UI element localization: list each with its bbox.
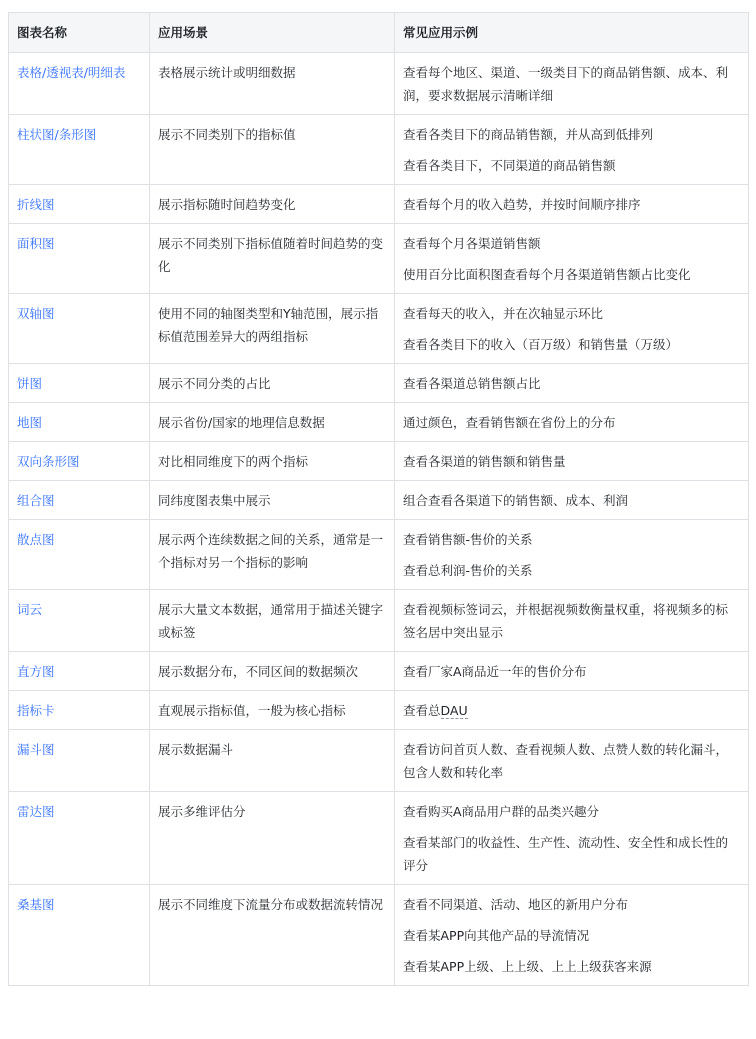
table-row	[9, 885, 749, 986]
header-examples: 常见应用示例	[395, 13, 749, 53]
examples-cell	[395, 520, 749, 590]
scene-cell: 使用不同的轴图类型和Y轴范围，展示指标值范围差异大的两组指标	[150, 294, 395, 364]
chart-name-link[interactable]: 饼图	[17, 376, 43, 391]
table-row	[9, 185, 749, 224]
scene-cell: 展示数据漏斗	[150, 730, 395, 792]
example-text: 组合查看各渠道下的销售额、成本、利润	[403, 493, 629, 508]
examples-cell	[395, 224, 749, 294]
chart-name-link[interactable]: 直方图	[17, 664, 55, 679]
example-text: 查看各类目下的商品销售额，并从高到低排列	[403, 127, 654, 142]
chart-name-link[interactable]: 组合图	[17, 493, 55, 508]
example-text: 查看厂家A商品近一年的售价分布	[403, 664, 587, 679]
example-text: 查看各类目下的收入（百万级）和销售量（万级）	[403, 337, 679, 352]
example-text: 查看不同渠道、活动、地区的新用户分布	[403, 897, 629, 912]
chart-name-link[interactable]: 漏斗图	[17, 742, 55, 757]
examples-cell	[395, 53, 749, 115]
chart-name-link[interactable]: 散点图	[17, 532, 55, 547]
example-text: 通过颜色，查看销售额在省份上的分布	[403, 415, 616, 430]
examples-cell	[395, 481, 749, 520]
example-text: 查看每天的收入，并在次轴显示环比	[403, 306, 604, 321]
table-row	[9, 730, 749, 792]
chart-name-link[interactable]: 面积图	[17, 236, 55, 251]
example-text: 查看某APP上级、上上级、上上上级获客来源	[403, 959, 652, 974]
examples-cell	[395, 364, 749, 403]
example-text: 查看各渠道的销售额和销售量	[403, 454, 566, 469]
example-text: 查看各类目下，不同渠道的商品销售额	[403, 158, 616, 173]
table-row	[9, 294, 749, 364]
scene-cell: 展示不同维度下流量分布或数据流转情况	[150, 885, 395, 986]
examples-cell	[395, 185, 749, 224]
example-text: 查看每个地区、渠道、一级类目下的商品销售额、成本、利润，要求数据展示清晰详细	[403, 65, 729, 103]
chart-name-link[interactable]: 柱状图/条形图	[17, 127, 97, 142]
scene-cell: 展示数据分布，不同区间的数据频次	[150, 652, 395, 691]
example-text: 查看访问首页人数、查看视频人数、点赞人数的转化漏斗，包含人数和转化率	[403, 742, 729, 780]
chart-name-link[interactable]: 地图	[17, 415, 43, 430]
example-text: 查看某APP向其他产品的导流情况	[403, 928, 590, 943]
examples-cell	[395, 885, 749, 986]
table-header-row	[9, 13, 749, 53]
example-text: 使用百分比面积图查看每个月各渠道销售额占比变化	[403, 267, 691, 282]
example-text: 查看各渠道总销售额占比	[403, 376, 541, 391]
chart-type-table	[8, 12, 749, 986]
scene-cell: 展示不同类别下的指标值	[150, 115, 395, 185]
example-text: 查看视频标签词云，并根据视频数衡量权重，将视频多的标签名居中突出显示	[403, 602, 729, 640]
examples-cell	[395, 294, 749, 364]
chart-name-link[interactable]: 桑基图	[17, 897, 55, 912]
dau-term[interactable]: DAU	[440, 703, 468, 718]
table-row	[9, 792, 749, 885]
examples-cell	[395, 590, 749, 652]
examples-cell	[395, 442, 749, 481]
chart-name-link[interactable]: 折线图	[17, 197, 55, 212]
example-text: 查看某部门的收益性、生产性、流动性、安全性和成长性的评分	[403, 835, 729, 873]
scene-cell: 展示大量文本数据，通常用于描述关键字或标签	[150, 590, 395, 652]
table-row	[9, 691, 749, 730]
scene-cell: 展示多维评估分	[150, 792, 395, 885]
table-row	[9, 520, 749, 590]
chart-name-link[interactable]: 词云	[17, 602, 43, 617]
scene-cell: 表格展示统计或明细数据	[150, 53, 395, 115]
example-text: 查看每个月各渠道销售额	[403, 236, 541, 251]
table-row	[9, 590, 749, 652]
header-scene: 应用场景	[150, 13, 395, 53]
scene-cell: 直观展示指标值，一般为核心指标	[150, 691, 395, 730]
examples-cell	[395, 792, 749, 885]
chart-name-link[interactable]: 表格/透视表/明细表	[17, 65, 126, 80]
scene-cell: 展示不同类别下指标值随着时间趋势的变化	[150, 224, 395, 294]
scene-cell: 对比相同维度下的两个指标	[150, 442, 395, 481]
example-text: 查看销售额-售价的关系	[403, 532, 533, 547]
example-text: 查看总利润-售价的关系	[403, 563, 533, 578]
table-row	[9, 403, 749, 442]
examples-cell	[395, 730, 749, 792]
chart-name-link[interactable]: 雷达图	[17, 804, 55, 819]
example-text: 查看每个月的收入趋势，并按时间顺序排序	[403, 197, 641, 212]
examples-cell	[395, 115, 749, 185]
examples-cell	[395, 691, 749, 730]
table-row	[9, 652, 749, 691]
examples-cell	[395, 403, 749, 442]
table-row	[9, 224, 749, 294]
scene-cell: 同纬度图表集中展示	[150, 481, 395, 520]
table-row	[9, 364, 749, 403]
header-chart-name: 图表名称	[9, 13, 150, 53]
chart-name-link[interactable]: 双轴图	[17, 306, 55, 321]
scene-cell: 展示指标随时间趋势变化	[150, 185, 395, 224]
table-row	[9, 442, 749, 481]
scene-cell: 展示两个连续数据之间的关系，通常是一个指标对另一个指标的影响	[150, 520, 395, 590]
table-row	[9, 481, 749, 520]
example-prefix: 查看总	[403, 703, 441, 718]
table-row	[9, 53, 749, 115]
example-text	[403, 699, 740, 722]
table-row	[9, 115, 749, 185]
chart-name-link[interactable]: 指标卡	[17, 703, 55, 718]
scene-cell: 展示不同分类的占比	[150, 364, 395, 403]
chart-name-link[interactable]: 双向条形图	[17, 454, 80, 469]
example-text: 查看购买A商品用户群的品类兴趣分	[403, 804, 600, 819]
scene-cell: 展示省份/国家的地理信息数据	[150, 403, 395, 442]
examples-cell	[395, 652, 749, 691]
